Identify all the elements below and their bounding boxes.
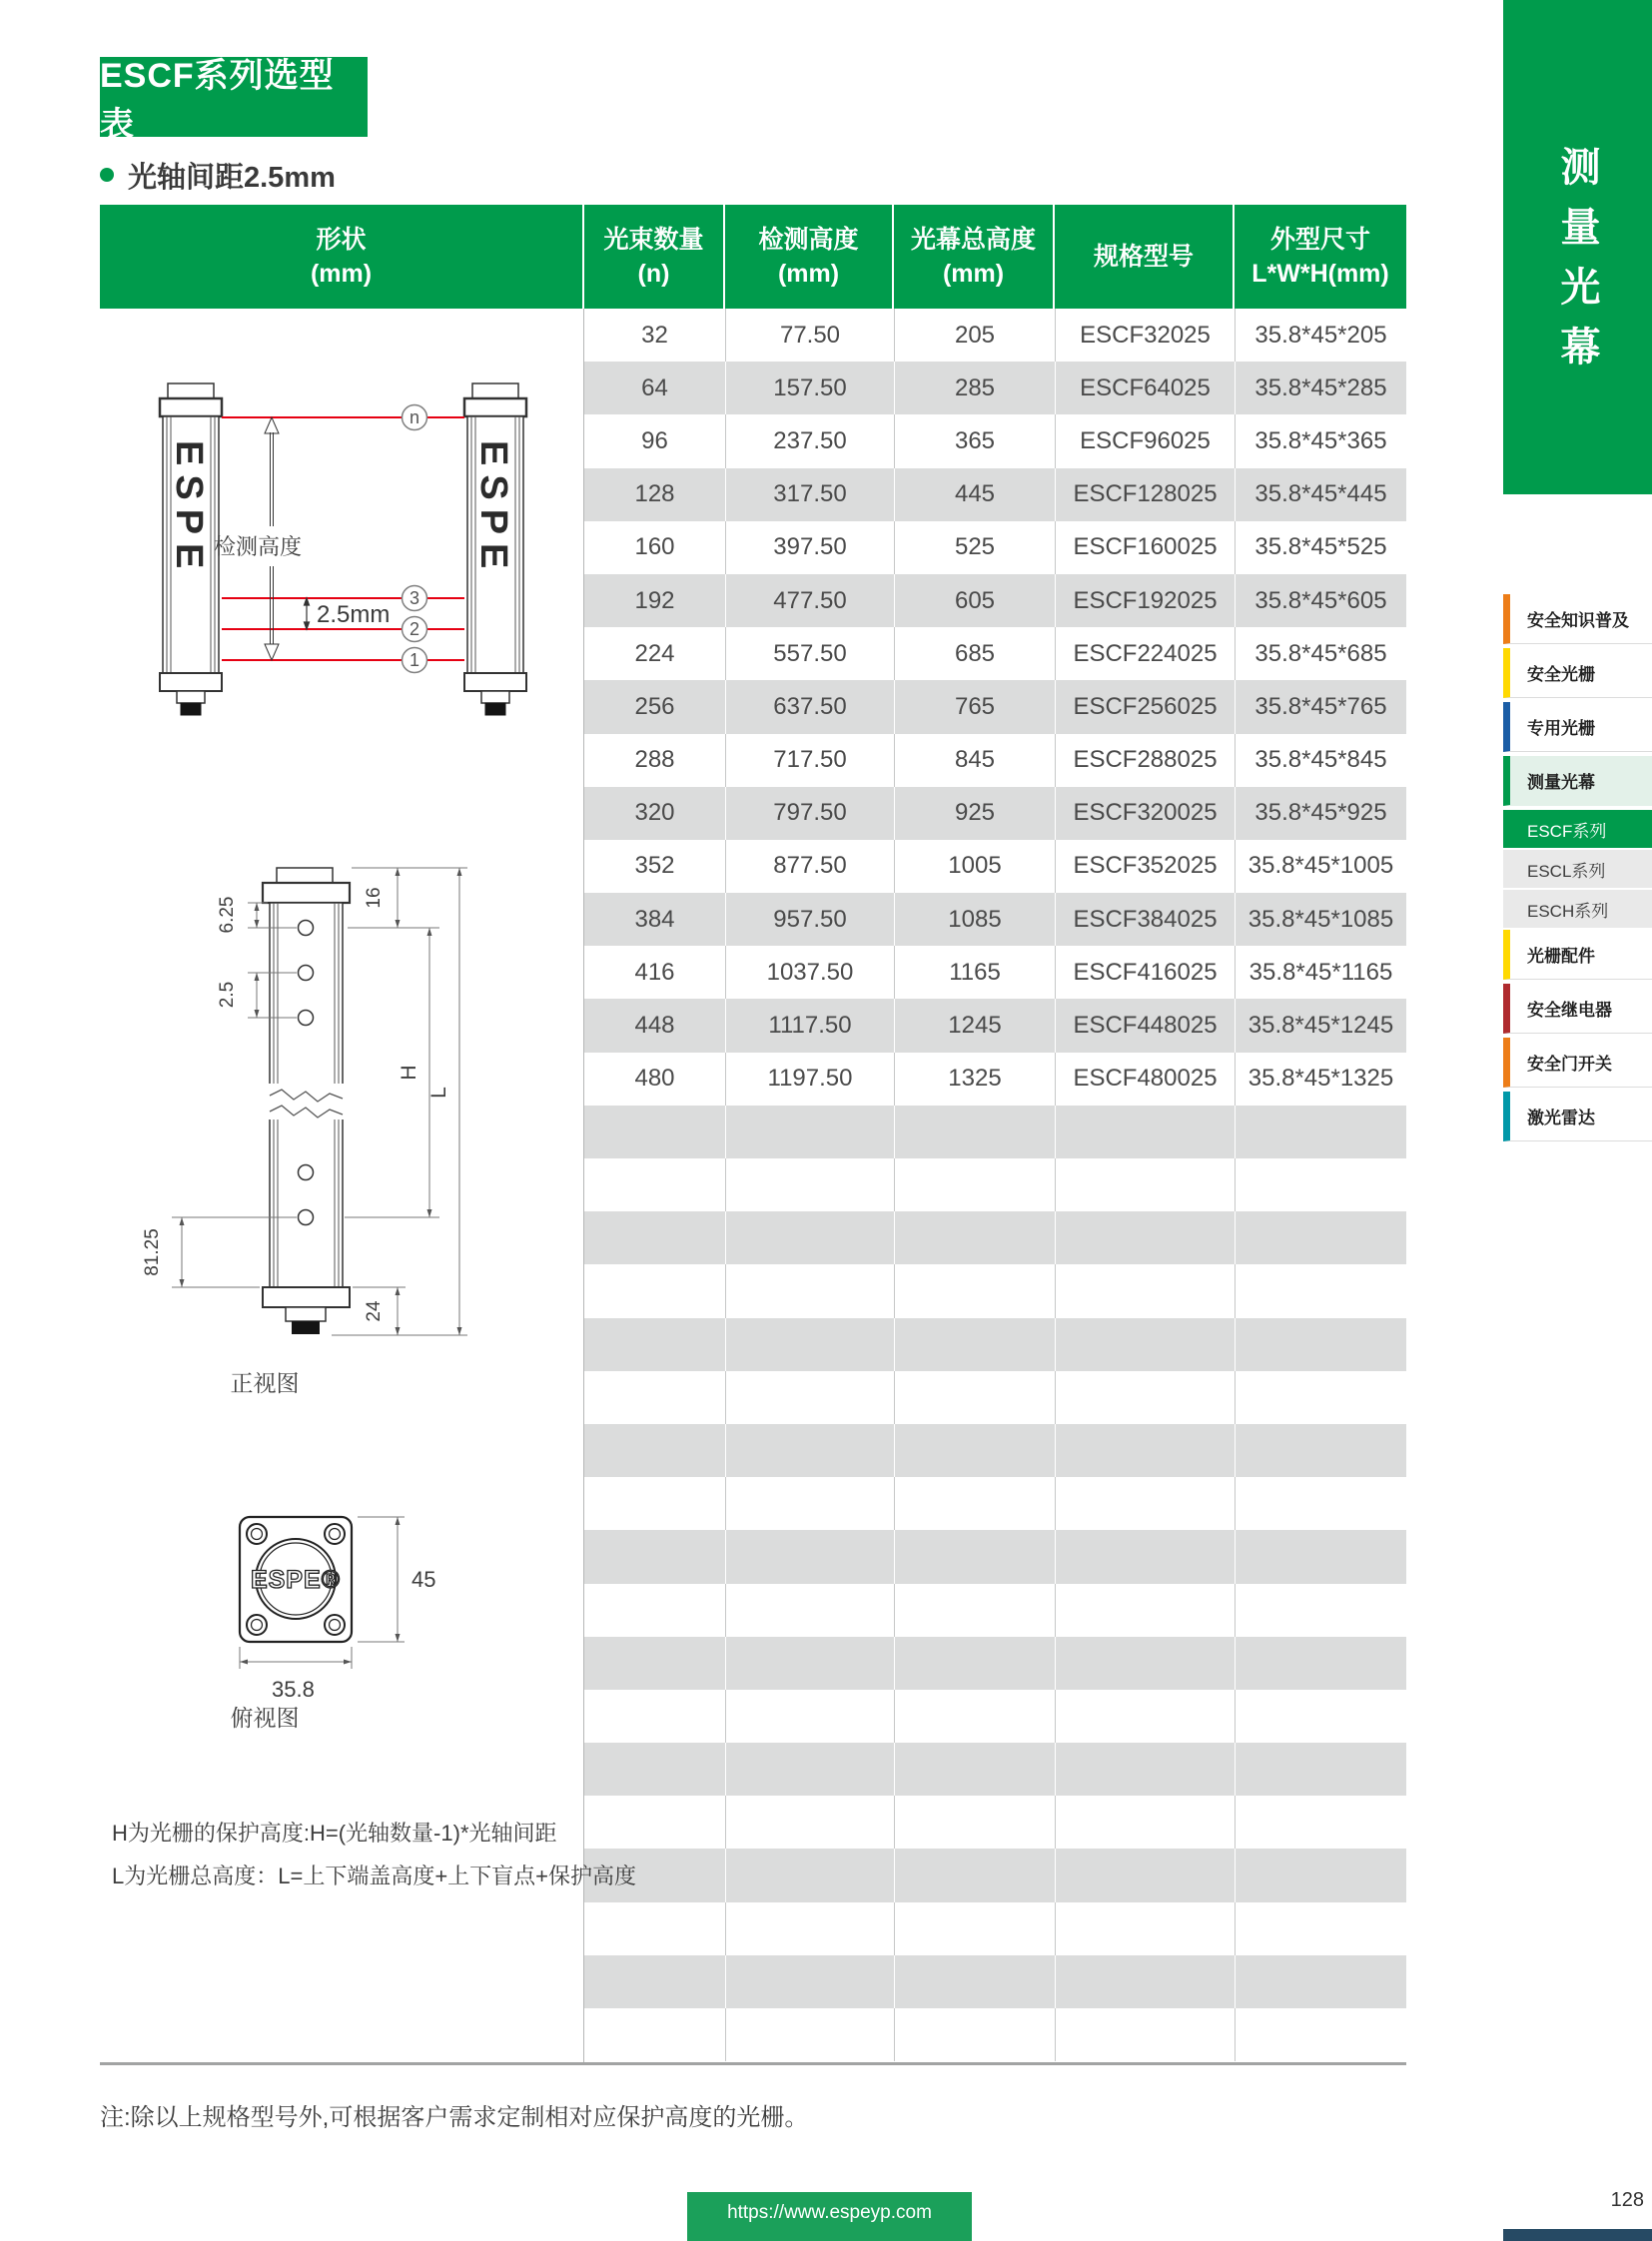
table-row <box>584 1264 1406 1317</box>
table-row <box>584 309 1406 362</box>
table-cell: 765 <box>894 680 1055 733</box>
table-row <box>584 1849 1406 1901</box>
table-cell: 256 <box>634 692 675 720</box>
table-row <box>584 414 1406 467</box>
table-cell <box>894 1637 1055 1690</box>
table-cell <box>1055 1955 1235 2008</box>
table-cell <box>584 1424 725 1477</box>
table-cell <box>584 1264 725 1317</box>
table-cell <box>584 1158 725 1211</box>
table-cell <box>725 1690 894 1743</box>
table-cell: 35.8*45*1005 <box>1235 840 1406 893</box>
table-cell <box>584 1637 725 1690</box>
table-cell <box>1235 1424 1406 1477</box>
table-cell <box>725 1530 894 1583</box>
table-cell <box>584 1796 725 1849</box>
table-cell <box>1235 1584 1406 1637</box>
table-row <box>584 840 1406 893</box>
table-cell: ESCF384025 <box>1055 893 1235 946</box>
sidebar-item-safety-knowledge[interactable]: 安全知识普及 <box>1503 594 1652 644</box>
table-cell <box>725 2008 894 2061</box>
table-row <box>584 1424 1406 1477</box>
table-cell: 365 <box>894 414 1055 467</box>
table-cell: 317.50 <box>725 468 894 521</box>
table-cell: 1005 <box>894 840 1055 893</box>
table-cell: 35.8*45*1325 <box>1235 1053 1406 1106</box>
section-subtitle-label: 光轴间距2.5mm <box>128 161 336 194</box>
beam-2-label: 2 <box>409 619 420 639</box>
table-cell <box>584 1902 725 1955</box>
table-cell: 1037.50 <box>725 946 894 999</box>
sidebar-category-title: 测量光幕 <box>1555 146 1599 385</box>
table-cell <box>1055 1743 1235 1796</box>
table-row <box>584 1902 1406 1955</box>
table-cell: 1197.50 <box>725 1053 894 1106</box>
table-cell: 957.50 <box>725 893 894 946</box>
table-cell: 128 <box>634 480 675 508</box>
beam-number-circles <box>403 405 427 673</box>
table-cell <box>584 1211 725 1264</box>
table-row <box>584 893 1406 946</box>
table-row <box>584 1530 1406 1583</box>
table-cell <box>1235 1743 1406 1796</box>
front-view-label: 正视图 <box>230 1370 300 1396</box>
sidebar-item-safety-light-curtain[interactable]: 安全光栅 <box>1503 648 1652 698</box>
table-cell: 35.8*45*605 <box>1235 574 1406 627</box>
table-cell <box>725 1637 894 1690</box>
table-cell: ESCF64025 <box>1055 362 1235 414</box>
table-cell: 96 <box>641 426 668 454</box>
svg-text:L: L <box>427 1087 450 1099</box>
table-cell: 1325 <box>894 1053 1055 1106</box>
detection-height-label: 检测高度 <box>213 534 303 559</box>
footer-url[interactable]: https://www.espeyp.com <box>727 2202 932 2223</box>
table-cell <box>725 1106 894 1158</box>
table-cell: 685 <box>894 627 1055 680</box>
table-cell <box>894 1955 1055 2008</box>
table-cell: 1245 <box>894 999 1055 1052</box>
table-cell <box>1235 1318 1406 1371</box>
table-cell: ESCF256025 <box>1055 680 1235 733</box>
table-cell: 285 <box>894 362 1055 414</box>
bottom-note: 注:除以上规格型号外,可根据客户需求定制相对应保护高度的光栅。 <box>100 2104 809 2131</box>
table-cell: ESCF480025 <box>1055 1053 1235 1106</box>
table-row <box>584 999 1406 1052</box>
table-cell: 237.50 <box>725 414 894 467</box>
table-cell <box>725 1264 894 1317</box>
table-cell: 32 <box>641 321 668 349</box>
table-cell <box>1235 1690 1406 1743</box>
table-row <box>584 1743 1406 1796</box>
table-cell <box>894 1530 1055 1583</box>
table-cell <box>894 1158 1055 1211</box>
table-cell <box>1235 1477 1406 1530</box>
sidebar-item-esch-series[interactable]: ESCH系列 <box>1503 890 1652 928</box>
table-cell: 416 <box>634 958 675 986</box>
table-cell: 845 <box>894 734 1055 787</box>
table-cell <box>1055 1477 1235 1530</box>
svg-text:16: 16 <box>364 887 385 909</box>
table-cell: 35.8*45*1085 <box>1235 893 1406 946</box>
table-row <box>584 1477 1406 1530</box>
table-cell: 717.50 <box>725 734 894 787</box>
sidebar-item-measuring-light-curtain[interactable]: 测量光幕 <box>1503 756 1652 806</box>
beam-schematic-diagram <box>100 369 559 748</box>
table-row <box>584 521 1406 574</box>
table-row <box>584 1371 1406 1424</box>
top-view-height-dim: 45 <box>412 1567 436 1592</box>
table-cell <box>1235 1106 1406 1158</box>
sidebar-item-escf-series[interactable]: ESCF系列 <box>1503 810 1652 848</box>
svg-text:6.25: 6.25 <box>217 896 238 934</box>
table-cell <box>1235 1530 1406 1583</box>
table-row <box>584 1318 1406 1371</box>
table-row <box>584 1106 1406 1158</box>
table-body <box>100 309 1406 2065</box>
beam-n-label: n <box>409 407 420 427</box>
table-cell: 35.8*45*525 <box>1235 521 1406 574</box>
table-cell <box>894 1796 1055 1849</box>
table-cell <box>725 1743 894 1796</box>
table-cell: 797.50 <box>725 787 894 840</box>
pitch-label: 2.5mm <box>317 601 391 628</box>
table-cell <box>1055 1371 1235 1424</box>
table-cell: 35.8*45*765 <box>1235 680 1406 733</box>
selection-table <box>100 205 1406 2065</box>
table-cell <box>1055 1158 1235 1211</box>
table-cell <box>894 1743 1055 1796</box>
table-cell: 1165 <box>894 946 1055 999</box>
top-view-logo: ESPE® <box>250 1566 342 1594</box>
table-cell: 64 <box>641 374 668 401</box>
table-row <box>584 362 1406 414</box>
table-row <box>584 1584 1406 1637</box>
table-cell <box>584 2008 725 2061</box>
table-cell: 35.8*45*285 <box>1235 362 1406 414</box>
table-cell: 477.50 <box>725 574 894 627</box>
table-cell <box>1055 1849 1235 1901</box>
footer-url-box[interactable] <box>687 2192 972 2241</box>
table-header-row <box>100 205 1406 309</box>
table-cell: 605 <box>894 574 1055 627</box>
table-cell <box>1235 2008 1406 2061</box>
beam-3-label: 3 <box>409 588 420 608</box>
table-cell <box>894 1211 1055 1264</box>
page-title: ESCF系列选型表 <box>100 57 368 137</box>
pitch-dim <box>305 598 310 629</box>
table-cell: 77.50 <box>725 309 894 362</box>
table-cell <box>894 1106 1055 1158</box>
table-cell: 160 <box>634 533 675 561</box>
table-cell <box>1055 1690 1235 1743</box>
shape-column <box>100 309 637 2062</box>
table-cell: 877.50 <box>725 840 894 893</box>
sidebar-item-special-light-curtain[interactable]: 专用光栅 <box>1503 702 1652 752</box>
table-cell <box>1235 1637 1406 1690</box>
table-cell <box>1055 1318 1235 1371</box>
table-cell: 1117.50 <box>725 999 894 1052</box>
table-row <box>584 1955 1406 2008</box>
table-cell: 525 <box>894 521 1055 574</box>
column-header: 光束数量 (n) <box>584 205 725 309</box>
table-cell: 448 <box>634 1012 675 1040</box>
table-cell: 397.50 <box>725 521 894 574</box>
table-cell: 288 <box>634 746 675 774</box>
table-cell <box>1055 1264 1235 1317</box>
table-cell: 224 <box>634 639 675 667</box>
table-cell: 352 <box>634 852 675 880</box>
formula-h: H为光栅的保护高度:H=(光轴数量-1)*光轴间距 <box>112 1821 557 1846</box>
svg-text:H: H <box>398 1065 420 1081</box>
table-cell <box>1055 1902 1235 1955</box>
table-cell <box>1055 1530 1235 1583</box>
table-cell: ESCF320025 <box>1055 787 1235 840</box>
sidebar-category-banner <box>1503 0 1652 494</box>
table-cell: ESCF352025 <box>1055 840 1235 893</box>
table-cell: ESCF96025 <box>1055 414 1235 467</box>
table-cell: 35.8*45*685 <box>1235 627 1406 680</box>
table-row <box>584 1690 1406 1743</box>
table-cell <box>725 1158 894 1211</box>
beam-1-label: 1 <box>409 650 420 670</box>
table-cell <box>1235 1902 1406 1955</box>
table-rows <box>584 309 1406 2061</box>
table-cell <box>1235 1371 1406 1424</box>
table-cell: ESCF416025 <box>1055 946 1235 999</box>
sidebar-item-escl-series[interactable]: ESCL系列 <box>1503 850 1652 888</box>
table-cell: ESCF32025 <box>1055 309 1235 362</box>
table-cell <box>725 1371 894 1424</box>
table-row <box>584 946 1406 999</box>
table-cell: 1085 <box>894 893 1055 946</box>
table-cell <box>1235 1955 1406 2008</box>
table-cell <box>725 1424 894 1477</box>
table-cell <box>894 1902 1055 1955</box>
table-cell <box>725 1477 894 1530</box>
light-curtain-tower <box>160 383 222 715</box>
sidebar-menu <box>1503 594 1652 1145</box>
sidebar-item-safety-door-switch[interactable]: 安全门开关 <box>1503 1038 1652 1088</box>
table-cell <box>1235 1849 1406 1901</box>
table-cell: ESCF192025 <box>1055 574 1235 627</box>
table-cell <box>584 1955 725 2008</box>
table-cell: 157.50 <box>725 362 894 414</box>
formula-l: L为光栅总高度：L=上下端盖高度+上下盲点+保护高度 <box>112 1864 637 1888</box>
table-cell: 192 <box>634 586 675 614</box>
table-cell <box>894 1477 1055 1530</box>
table-cell <box>1055 1796 1235 1849</box>
table-row <box>584 734 1406 787</box>
section-subtitle <box>100 148 336 202</box>
table-cell <box>894 1849 1055 1901</box>
column-header: 规格型号 <box>1055 205 1235 309</box>
front-view-diagram <box>100 853 559 1362</box>
table-cell <box>894 1690 1055 1743</box>
table-cell <box>1055 2008 1235 2061</box>
table-cell: 35.8*45*445 <box>1235 468 1406 521</box>
column-header: 形状 (mm) <box>100 205 584 309</box>
table-cell <box>584 1690 725 1743</box>
table-row <box>584 1211 1406 1264</box>
top-view-diagram <box>160 1497 499 1727</box>
table-cell: 925 <box>894 787 1055 840</box>
table-cell <box>725 1902 894 1955</box>
table-cell <box>584 1584 725 1637</box>
top-view-label: 俯视图 <box>230 1705 300 1731</box>
table-cell <box>584 1743 725 1796</box>
table-row <box>584 2008 1406 2061</box>
table-cell <box>584 1530 725 1583</box>
bottom-right-dark-bar <box>1503 2229 1652 2241</box>
table-cell: 205 <box>894 309 1055 362</box>
table-cell: 384 <box>634 905 675 933</box>
sidebar-item-grating-accessories[interactable]: 光栅配件 <box>1503 930 1652 980</box>
table-cell: ESCF160025 <box>1055 521 1235 574</box>
table-cell <box>1235 1264 1406 1317</box>
column-header: 光幕总高度 (mm) <box>894 205 1055 309</box>
table-cell <box>1055 1211 1235 1264</box>
table-cell <box>725 1796 894 1849</box>
table-cell <box>584 1371 725 1424</box>
table-cell: ESCF128025 <box>1055 468 1235 521</box>
table-row <box>584 574 1406 627</box>
table-cell <box>894 1424 1055 1477</box>
table-row <box>584 787 1406 840</box>
table-cell <box>725 1849 894 1901</box>
table-cell: 557.50 <box>725 627 894 680</box>
table-cell <box>1235 1796 1406 1849</box>
column-header: 外型尺寸 L*W*H(mm) <box>1251 226 1389 288</box>
table-row <box>584 680 1406 733</box>
table-cell <box>1055 1637 1235 1690</box>
svg-text:2.5: 2.5 <box>217 981 238 1009</box>
table-cell <box>894 1264 1055 1317</box>
table-cell: 35.8*45*1245 <box>1235 999 1406 1052</box>
table-cell <box>1055 1584 1235 1637</box>
table-cell: ESCF448025 <box>1055 999 1235 1052</box>
table-row <box>584 1796 1406 1849</box>
table-row <box>584 1637 1406 1690</box>
svg-text:81.25: 81.25 <box>142 1228 163 1276</box>
table-cell <box>894 1584 1055 1637</box>
table-cell: 35.8*45*365 <box>1235 414 1406 467</box>
table-row <box>584 468 1406 521</box>
table-cell <box>894 1371 1055 1424</box>
bullet-icon <box>100 168 114 182</box>
table-cell <box>894 2008 1055 2061</box>
table-cell <box>584 1477 725 1530</box>
table-row <box>584 1158 1406 1211</box>
tower-brand-label: ESPE <box>168 440 210 578</box>
svg-text:24: 24 <box>364 1300 385 1322</box>
table-cell: 35.8*45*925 <box>1235 787 1406 840</box>
table-cell <box>725 1318 894 1371</box>
table-cell: ESCF224025 <box>1055 627 1235 680</box>
table-cell <box>1055 1106 1235 1158</box>
table-cell: 35.8*45*205 <box>1235 309 1406 362</box>
table-cell: 637.50 <box>725 680 894 733</box>
table-cell <box>894 1318 1055 1371</box>
table-cell <box>1235 1211 1406 1264</box>
table-cell: 445 <box>894 468 1055 521</box>
column-header: 检测高度 (mm) <box>725 205 894 309</box>
table-row <box>584 627 1406 680</box>
table-cell <box>725 1584 894 1637</box>
table-cell <box>725 1955 894 2008</box>
page-number: 128 <box>1610 2189 1644 2211</box>
table-cell <box>725 1211 894 1264</box>
table-cell: ESCF288025 <box>1055 734 1235 787</box>
table-cell <box>584 1106 725 1158</box>
table-cell <box>1235 1158 1406 1211</box>
table-cell: 480 <box>634 1065 675 1093</box>
top-view-width-dim: 35.8 <box>272 1677 315 1702</box>
table-cell <box>584 1318 725 1371</box>
sidebar-item-safety-relay[interactable]: 安全继电器 <box>1503 984 1652 1034</box>
table-cell: 35.8*45*845 <box>1235 734 1406 787</box>
table-cell: 35.8*45*1165 <box>1235 946 1406 999</box>
table-row <box>584 1053 1406 1106</box>
sidebar-item-laser-radar[interactable]: 激光雷达 <box>1503 1092 1652 1141</box>
table-cell <box>1055 1424 1235 1477</box>
body-break <box>267 1084 346 1120</box>
table-cell: 320 <box>634 799 675 827</box>
